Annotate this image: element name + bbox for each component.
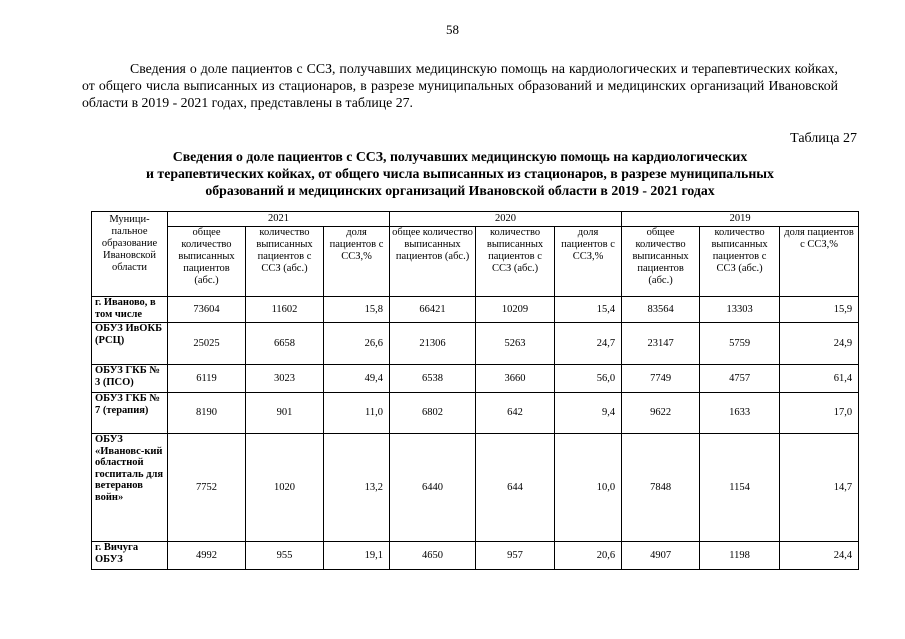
cell-value: 20,6 — [555, 542, 622, 570]
cell-value: 4992 — [168, 542, 246, 570]
cell-value: 957 — [476, 542, 555, 570]
cell-value: 3023 — [246, 365, 324, 393]
cell-value: 955 — [246, 542, 324, 570]
header-cvd-patients: количество выписанных пациентов с ССЗ (абс.) — [476, 227, 555, 297]
cell-value: 10,0 — [555, 434, 622, 542]
cell-value: 1633 — [700, 393, 780, 434]
cell-value: 61,4 — [780, 365, 859, 393]
cell-value: 26,6 — [324, 323, 390, 365]
cell-value: 1154 — [700, 434, 780, 542]
cell-value: 15,9 — [780, 297, 859, 323]
header-total-patients: общее количество выписанных пациентов (абс.) — [390, 227, 476, 297]
header-cvd-share: доля пациентов с ССЗ,% — [324, 227, 390, 297]
row-name: ОБУЗ ГКБ № 7 (терапия) — [92, 393, 168, 434]
cell-value: 24,9 — [780, 323, 859, 365]
header-year-2019: 2019 — [622, 212, 859, 227]
row-name: г. Вичуга ОБУЗ — [92, 542, 168, 570]
cell-value: 5759 — [700, 323, 780, 365]
cell-value: 4907 — [622, 542, 700, 570]
header-cvd-share: доля пациентов с ССЗ,% — [780, 227, 859, 297]
cell-value: 4757 — [700, 365, 780, 393]
table-row — [92, 365, 859, 393]
header-total-patients: общее количество выписанных пациентов (абс.) — [168, 227, 246, 297]
cell-value: 901 — [246, 393, 324, 434]
cell-value: 4650 — [390, 542, 476, 570]
cell-value: 66421 — [390, 297, 476, 323]
row-name: ОБУЗ «Ивановс-кий областной госпиталь для ветеранов войн» — [92, 434, 168, 542]
cell-value: 15,8 — [324, 297, 390, 323]
intro-paragraph: Сведения о доле пациентов с ССЗ, получавших медицинскую помощь на кардиологических и терапевтических койках, от общего числа выписанных из стационаров, в разрезе муниципальных образований и медицинских организаций Ивановской области в 2019 - 2021 годах, представлены в таблице 27. — [82, 61, 838, 110]
page-number: 58 — [446, 22, 459, 37]
cell-value: 14,7 — [780, 434, 859, 542]
cell-value: 6440 — [390, 434, 476, 542]
cell-value: 9622 — [622, 393, 700, 434]
data-table — [91, 211, 859, 570]
cell-value: 6538 — [390, 365, 476, 393]
header-cvd-patients: количество выписанных пациентов с ССЗ (абс.) — [246, 227, 324, 297]
table-label: Таблица 27 — [790, 131, 857, 146]
cell-value: 24,4 — [780, 542, 859, 570]
cell-value: 8190 — [168, 393, 246, 434]
cell-value: 24,7 — [555, 323, 622, 365]
table-row — [92, 434, 859, 542]
cell-value: 15,4 — [555, 297, 622, 323]
cell-value: 19,1 — [324, 542, 390, 570]
cell-value: 13303 — [700, 297, 780, 323]
cell-value: 3660 — [476, 365, 555, 393]
header-year-2021: 2021 — [168, 212, 390, 227]
row-name: ОБУЗ ИвОКБ (РСЦ) — [92, 323, 168, 365]
cell-value: 6658 — [246, 323, 324, 365]
cell-value: 10209 — [476, 297, 555, 323]
table-row — [92, 542, 859, 570]
cell-value: 73604 — [168, 297, 246, 323]
row-name: г. Иваново, в том числе — [92, 297, 168, 323]
cell-value: 6119 — [168, 365, 246, 393]
cell-value: 7749 — [622, 365, 700, 393]
cell-value: 56,0 — [555, 365, 622, 393]
cell-value: 7848 — [622, 434, 700, 542]
table-title — [82, 148, 838, 199]
table-row — [92, 297, 859, 323]
table-title-line-2: и терапевтических койках, от общего числа выписанных из стационаров, в разрезе муниципальных — [146, 166, 774, 181]
cell-value: 49,4 — [324, 365, 390, 393]
cell-value: 5263 — [476, 323, 555, 365]
cell-value: 642 — [476, 393, 555, 434]
header-municipality: Муници-пальное образование Ивановской области — [92, 212, 168, 297]
cell-value: 1020 — [246, 434, 324, 542]
cell-value: 25025 — [168, 323, 246, 365]
cell-value: 644 — [476, 434, 555, 542]
cell-value: 23147 — [622, 323, 700, 365]
cell-value: 1198 — [700, 542, 780, 570]
cell-value: 17,0 — [780, 393, 859, 434]
cell-value: 11602 — [246, 297, 324, 323]
cell-value: 13,2 — [324, 434, 390, 542]
table-row — [92, 393, 859, 434]
table-row — [92, 323, 859, 365]
header-cvd-share: доля пациентов с ССЗ,% — [555, 227, 622, 297]
cell-value: 9,4 — [555, 393, 622, 434]
row-name: ОБУЗ ГКБ № 3 (ПСО) — [92, 365, 168, 393]
cell-value: 83564 — [622, 297, 700, 323]
header-total-patients: общее количество выписанных пациентов (абс.) — [622, 227, 700, 297]
header-year-2020: 2020 — [390, 212, 622, 227]
header-cvd-patients: количество выписанных пациентов с ССЗ (абс.) — [700, 227, 780, 297]
table-title-line-3: образований и медицинских организаций Ивановской области в 2019 - 2021 годах — [205, 183, 715, 198]
cell-value: 7752 — [168, 434, 246, 542]
table-title-line-1: Сведения о доле пациентов с ССЗ, получавших медицинскую помощь на кардиологических — [172, 149, 748, 164]
cell-value: 6802 — [390, 393, 476, 434]
cell-value: 21306 — [390, 323, 476, 365]
cell-value: 11,0 — [324, 393, 390, 434]
